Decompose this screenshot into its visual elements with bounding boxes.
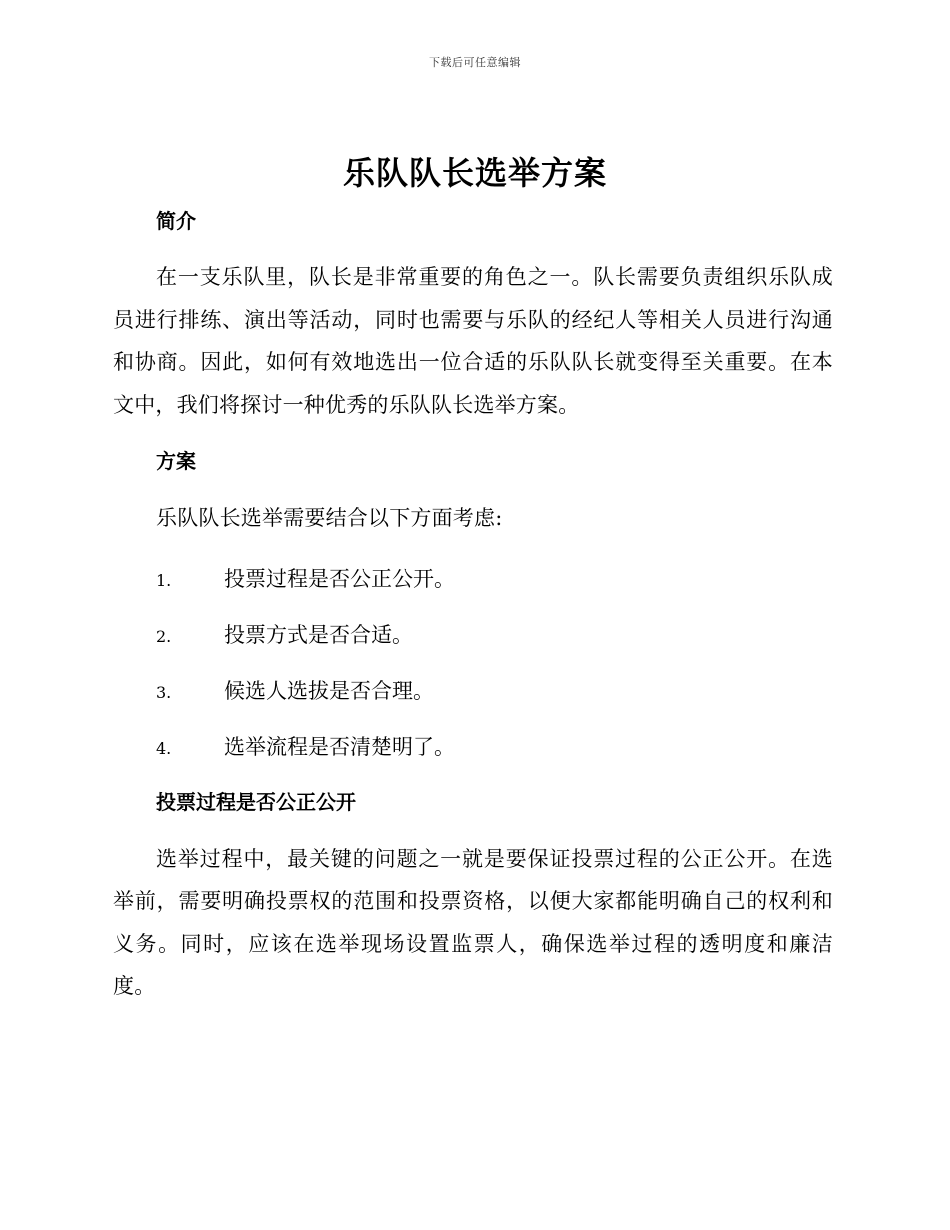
- list-item-number: 3.: [156, 682, 172, 702]
- section-heading-plan: 方案: [156, 449, 196, 473]
- list-item-number: 4.: [156, 738, 172, 758]
- list-item: [113, 720, 833, 776]
- list-item: [113, 552, 833, 608]
- list-item-number: 1.: [156, 570, 172, 590]
- list-item-text: 投票过程是否公正公开。: [224, 566, 455, 591]
- document-body: [113, 203, 833, 1008]
- document-title: 乐队队长选举方案: [342, 154, 607, 192]
- header-note: 下载后可任意编辑: [429, 56, 521, 69]
- list-item-text: 候选人选拔是否合理。: [224, 678, 434, 703]
- list-item: [113, 664, 833, 720]
- list-item-number: 2.: [156, 626, 172, 646]
- intro-paragraph: 在一支乐队里，队长是非常重要的角色之一。队长需要负责组织乐队成员进行排练、演出等活动，同时也需要与乐队的经纪人等相关人员进行沟通和协商。因此，如何有效地选出一位合适的乐队队长就变得至关重要。在本文中，我们将探讨一种优秀的乐队队长选举方案。: [113, 265, 833, 417]
- section-heading-intro: 简介: [156, 209, 196, 233]
- list-item: [113, 608, 833, 664]
- list-item-text: 投票方式是否合适。: [224, 622, 413, 647]
- section-heading-fairness: 投票过程是否公正公开: [156, 789, 356, 814]
- list-item-text: 选举流程是否清楚明了。: [224, 734, 455, 759]
- fairness-paragraph: 选举过程中，最关键的问题之一就是要保证投票过程的公正公开。在选举前，需要明确投票权的范围和投票资格，以便大家都能明确自己的权利和义务。同时，应该在选举现场设置监票人，确保选举过程的透明度和廉洁度。: [113, 846, 833, 998]
- plan-lead-paragraph: 乐队队长选举需要结合以下方面考虑:: [156, 506, 503, 530]
- considerations-list: [113, 552, 833, 776]
